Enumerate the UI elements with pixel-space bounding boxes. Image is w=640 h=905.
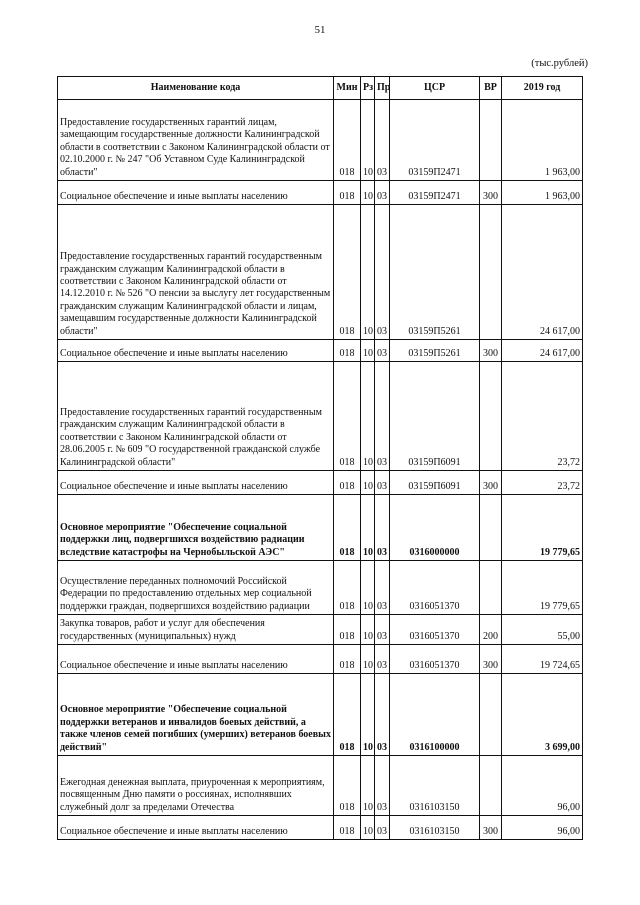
cell-amount: 1 963,00	[502, 181, 583, 205]
cell-name: Предоставление государственных гарантий лицам, замещающим государственные должности Калининградской области в соответствии с Законом Калининградской области от 02.10.2000 г. № 247 "Об Уставном Суде Калининградской области"	[58, 100, 334, 181]
cell-csr: 0316000000	[390, 495, 480, 561]
cell-vr: 300	[480, 471, 502, 495]
table-row	[58, 362, 583, 471]
cell-csr: 03159П6091	[390, 471, 480, 495]
table-row	[58, 615, 583, 645]
header-year: 2019 год	[502, 77, 583, 100]
cell-csr: 0316100000	[390, 674, 480, 756]
cell-amount: 3 699,00	[502, 674, 583, 756]
cell-vr: 300	[480, 816, 502, 840]
units-label: (тыс.рублей)	[531, 58, 588, 69]
cell-rz: 10	[361, 205, 375, 340]
table-row	[58, 340, 583, 362]
cell-min: 018	[334, 471, 361, 495]
cell-vr	[480, 756, 502, 816]
cell-pr: 03	[375, 645, 390, 674]
cell-min: 018	[334, 340, 361, 362]
header-min: Мин	[334, 77, 361, 100]
cell-name: Социальное обеспечение и иные выплаты населению	[58, 816, 334, 840]
cell-pr: 03	[375, 756, 390, 816]
table-header-row	[58, 77, 583, 100]
cell-vr: 200	[480, 615, 502, 645]
cell-amount: 19 779,65	[502, 561, 583, 615]
cell-vr	[480, 205, 502, 340]
table-row	[58, 100, 583, 181]
cell-csr: 0316051370	[390, 645, 480, 674]
cell-pr: 03	[375, 816, 390, 840]
cell-name: Социальное обеспечение и иные выплаты населению	[58, 181, 334, 205]
cell-min: 018	[334, 816, 361, 840]
cell-rz: 10	[361, 362, 375, 471]
cell-min: 018	[334, 181, 361, 205]
cell-csr: 03159П5261	[390, 340, 480, 362]
cell-csr: 03159П5261	[390, 205, 480, 340]
cell-rz: 10	[361, 471, 375, 495]
cell-min: 018	[334, 674, 361, 756]
cell-rz: 10	[361, 615, 375, 645]
table-row	[58, 816, 583, 840]
cell-pr: 03	[375, 495, 390, 561]
page-number: 51	[314, 24, 326, 36]
cell-vr: 300	[480, 181, 502, 205]
cell-pr: 03	[375, 100, 390, 181]
table-row	[58, 645, 583, 674]
cell-name: Предоставление государственных гарантий государственным гражданским служащим Калининградской области в соответствии с Законом Калининградской области от 28.06.2005 г. № 609 "О государственной гражданской службе Калининградской области"	[58, 362, 334, 471]
table-row	[58, 205, 583, 340]
cell-pr: 03	[375, 615, 390, 645]
cell-min: 018	[334, 495, 361, 561]
cell-vr	[480, 495, 502, 561]
cell-amount: 19 724,65	[502, 645, 583, 674]
cell-csr: 0316103150	[390, 756, 480, 816]
cell-pr: 03	[375, 181, 390, 205]
cell-pr: 03	[375, 561, 390, 615]
budget-table	[57, 76, 583, 840]
cell-min: 018	[334, 362, 361, 471]
cell-pr: 03	[375, 674, 390, 756]
cell-amount: 96,00	[502, 816, 583, 840]
cell-min: 018	[334, 205, 361, 340]
header-vr: ВР	[480, 77, 502, 100]
cell-name: Социальное обеспечение и иные выплаты населению	[58, 340, 334, 362]
cell-name: Социальное обеспечение и иные выплаты населению	[58, 471, 334, 495]
cell-csr: 0316103150	[390, 816, 480, 840]
cell-amount: 96,00	[502, 756, 583, 816]
header-rz: Рз	[361, 77, 375, 100]
cell-name: Основное мероприятие "Обеспечение социальной поддержки лиц, подвергшихся воздействию радиации вследствие катастрофы на Чернобыльской АЭС"	[58, 495, 334, 561]
cell-vr	[480, 674, 502, 756]
cell-amount: 23,72	[502, 362, 583, 471]
cell-amount: 55,00	[502, 615, 583, 645]
table-row	[58, 674, 583, 756]
header-name: Наименование кода	[58, 77, 334, 100]
cell-name: Осуществление переданных полномочий Российской Федерации по предоставлению отдельных мер социальной поддержки граждан, подвергшихся воздействию радиации	[58, 561, 334, 615]
cell-pr: 03	[375, 362, 390, 471]
cell-name: Основное мероприятие "Обеспечение социальной поддержки ветеранов и инвалидов боевых действий, а также членов семей погибших (умерших) ветеранов боевых действий"	[58, 674, 334, 756]
cell-csr: 0316051370	[390, 561, 480, 615]
cell-min: 018	[334, 756, 361, 816]
cell-pr: 03	[375, 340, 390, 362]
cell-rz: 10	[361, 181, 375, 205]
cell-amount: 24 617,00	[502, 340, 583, 362]
cell-csr: 03159П2471	[390, 181, 480, 205]
cell-min: 018	[334, 615, 361, 645]
table-row	[58, 756, 583, 816]
cell-rz: 10	[361, 100, 375, 181]
table-row	[58, 495, 583, 561]
cell-csr: 03159П6091	[390, 362, 480, 471]
cell-vr	[480, 100, 502, 181]
cell-amount: 23,72	[502, 471, 583, 495]
cell-amount: 1 963,00	[502, 100, 583, 181]
cell-pr: 03	[375, 471, 390, 495]
cell-csr: 0316051370	[390, 615, 480, 645]
cell-name: Предоставление государственных гарантий государственным гражданским служащим Калининградской области в соответствии с Законом Калининградской области от 14.12.2010 г. № 526 "О пенсии за выслугу лет государственным гражданским служащим Калининградской области и лицам, замещавшим государственные должности Калининградской области"	[58, 205, 334, 340]
cell-min: 018	[334, 561, 361, 615]
cell-csr: 03159П2471	[390, 100, 480, 181]
cell-rz: 10	[361, 645, 375, 674]
cell-rz: 10	[361, 561, 375, 615]
cell-name: Социальное обеспечение и иные выплаты населению	[58, 645, 334, 674]
cell-rz: 10	[361, 756, 375, 816]
cell-rz: 10	[361, 674, 375, 756]
cell-pr: 03	[375, 205, 390, 340]
header-pr: Пр	[375, 77, 390, 100]
table-row	[58, 561, 583, 615]
cell-min: 018	[334, 100, 361, 181]
header-csr: ЦСР	[390, 77, 480, 100]
cell-rz: 10	[361, 495, 375, 561]
cell-vr	[480, 362, 502, 471]
cell-name: Ежегодная денежная выплата, приуроченная к мероприятиям, посвященным Дню памяти о россиянах, исполнявших служебный долг за пределами Отечества	[58, 756, 334, 816]
cell-name: Закупка товаров, работ и услуг для обеспечения государственных (муниципальных) нужд	[58, 615, 334, 645]
table-row	[58, 181, 583, 205]
cell-vr	[480, 561, 502, 615]
cell-amount: 19 779,65	[502, 495, 583, 561]
cell-vr: 300	[480, 340, 502, 362]
cell-rz: 10	[361, 340, 375, 362]
cell-vr: 300	[480, 645, 502, 674]
cell-min: 018	[334, 645, 361, 674]
cell-rz: 10	[361, 816, 375, 840]
table-row	[58, 471, 583, 495]
cell-amount: 24 617,00	[502, 205, 583, 340]
